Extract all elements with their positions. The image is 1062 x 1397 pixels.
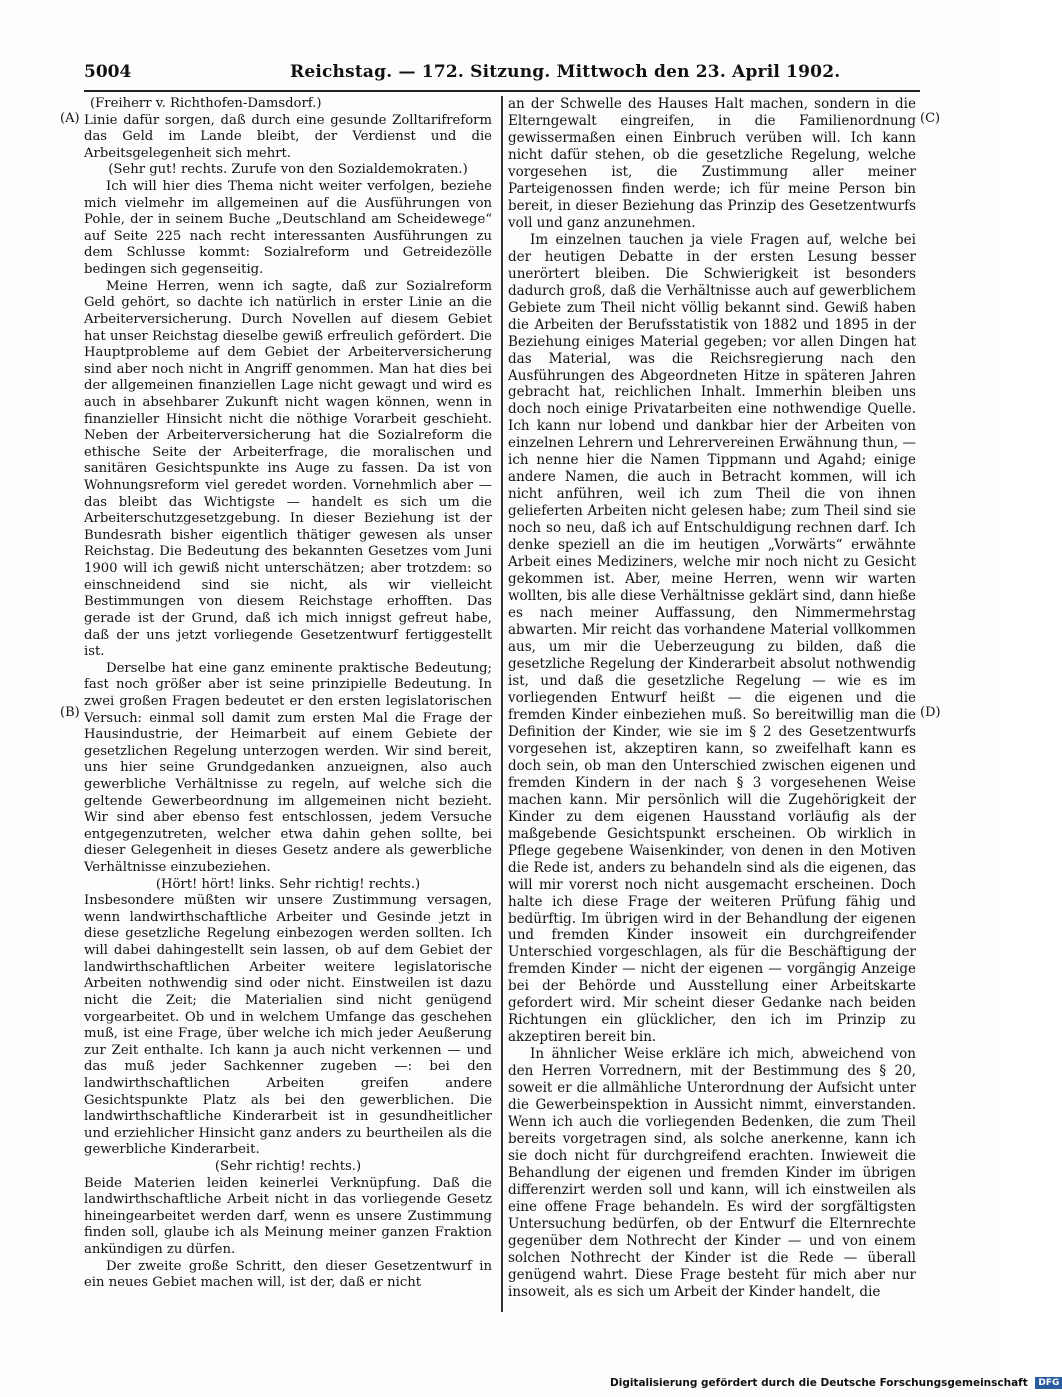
running-title: Reichstag. — 172. Sitzung. Mittwoch den 23. April 1902.: [290, 62, 841, 82]
margin-marker-a: (A): [60, 111, 80, 126]
paragraph: In ähnlicher Weise erkläre ich mich, abweichend von den Herren Vorrednern, mit der Bestimmung des § 20, soweit er die allmähliche Unterordnung der Aufsicht unter die Gewerbeinspektion in Aussicht nimmt, einverstanden. Wenn ich auch die vorliegenden Bedenken, die zum Theil bereits vorgetragen sind, als solche anerkenne, kann ich sie doch nicht für durchgreifend erachten. Inwieweit die Behandlung der eigenen und fremden Kinder im übrigen differenzirt werden soll und kann, will ich einstweilen als eine offene Frage behandeln. Es wird der sorgfältigsten Untersuchung bedürfen, ob der Entwurf die Elternrechte gegenüber dem Nothrecht der Kinder — und von einem solchen Nothrecht der Kinder ist die Rede — überall genügend wahrt. Diese Frage besteht für mich aber nur insoweit, als es sich um Arbeit der Kinder handelt, die: [508, 1046, 916, 1300]
paragraph: Meine Herren, wenn ich sagte, daß zur Sozialreform Geld gehört, so dachte ich natürlich in erster Linie an die Arbeiterversicherung. Durch Novellen auf diesem Gebiet hat unser Reichstag dieselbe gewiß erfreulich gefördert. Die Hauptprobleme auf dem Gebiet der Arbeiterversicherung sind aber noch nicht in Angriff genommen. Man hat dies bei der allgemeinen finanziellen Lage nicht gewagt und wird es auch in absehbarer Zukunft nicht wagen können, wenn in finanzieller Hinsicht nicht die nöthige Vorarbeit geschieht. Neben der Arbeiterversicherung hat die Sozialreform die ethische Seite der Arbeiterfrage, die moralischen und sanitären Gesichtspunkte ins Auge zu fassen. Da ist von Wohnungsreform viel geredet worden. Vornehmlich aber — das bleibt das Wichtigste — handelt es sich um die Arbeiterschutzgesetzgebung. In dieser Beziehung ist der Bundesrath bisher eigentlich thätiger gewesen als unser Reichstag. Die Bedeutung des bekannten Gesetzes vom Juni 1900 will ich gewiß nicht unterschätzen; aber trotzdem: so einschneidend sind sie nicht, als wir vielleicht Bestimmungen von diesem Reichstage erhofften. Das gerade ist der Grund, daß ich mich innigst gefreut habe, daß der uns jetzt vorliegende Gesetzentwurf fertiggestellt ist.: [84, 278, 492, 660]
page-number: 5004: [84, 62, 132, 82]
paragraph: Der zweite große Schritt, den dieser Gesetzentwurf in ein neues Gebiet machen will, ist der, daß er nicht: [84, 1258, 492, 1291]
dfg-logo: DFG: [1035, 1377, 1062, 1389]
paragraph: Im einzelnen tauchen ja viele Fragen auf, welche bei der heutigen Debatte in der ersten Lesung besser unerörtert bleiben. Die Schwierigkeit ist besonders dadurch groß, daß die Verhältnisse auch auf gewerblichem Gebiete zum Theil nicht völlig bekannt sind. Gewiß haben die Arbeiten der Berufsstatistik von 1882 und 1895 in der Beziehung einiges Material gegeben; vor allen Dingen hat das Material, was die Reichsregierung nach den Ausführungen des Abgeordneten Hitze in späteren Jahren gebracht hat, reichlichen Inhalt. Immerhin bleiben uns doch noch einige Privatarbeiten eine nothwendige Quelle. Ich kann nur lobend und dankbar hier der Arbeiten von einzelnen Lehrern und Lehrervereinen Erwähnung thun, — ich nenne hier die Namen Tippmann und Agahd; einige andere Namen, die auch in Betracht kommen, will ich nicht anführen, weil ich zum Theil die von ihnen gelieferten Arbeiten nicht gelesen habe; zum Theil sind sie noch so neu, daß ich auf Entschuldigung rechnen darf. Ich denke speziell an die im heutigen „Vorwärts“ erwähnte Arbeit eines Mediziners, welche mir noch nicht zu Gesicht gekommen ist. Aber, meine Herren, wenn wir warten wollten, bis alle diese Verhältnisse geklärt sind, dann hieße es nach meiner Auffassung, den Nimmermehrstag abwarten. Mir reicht das vorhandene Material vollkommen aus, um mir die Ueberzeugung zu bilden, daß die gesetzliche Regelung der Kinderarbeit absolut nothwendig ist, und daß die gesetzliche Regelung — wie es im vorliegenden Entwurf heißt — die eigenen und die fremden Kinder einbeziehen muß. So bereitwillig man die Definition der Kinder, wie sie im § 2 des Gesetzentwurfs vorgesehen ist, akzeptiren kann, so zweifelhaft kann es doch sein, ob man den Unterschied zwischen eigenen und fremden Kindern in der nach § 3 vorgesehenen Weise machen kann. Mir persönlich will die Zugehörigkeit der Kinder zu dem eigenen Hausstand vorläufig als der maßgebende Gesichtspunkt erscheinen. Ob wirklich in Pflege gegebene Waisenkinder, von denen in den Motiven die Rede ist, anders zu behandeln sind als die eigenen, das will mir vorerst noch nicht ausgemacht erscheinen. Doch halte ich diese Frage der weiteren Prüfung fähig und bedürftig. Im übrigen wird in der Behandlung der eigenen und fremden Kinder insoweit ein durchgreifender Unterschied vorgeschlagen, als für die Beschäftigung der fremden Kinder — nicht der eigenen — vorgängig Anzeige bei der Behörde und Ausstellung einer Arbeitskarte gefordert wird. Mir scheint dieser Gedanke nach beiden Richtungen ein glücklicher, den ich im Prinzip zu akzeptiren bereit bin.: [508, 231, 916, 1046]
credit-text: Digitalisierung gefördert durch die Deutsche Forschungsgemeinschaft: [610, 1377, 1028, 1389]
paragraph: Ich will hier dies Thema nicht weiter verfolgen, beziehe mich vielmehr im allgemeinen auf die Ausführungen von Pohle, der in seinem Buche „Deutschland am Scheidewege“ auf Seite 225 nach recht interessanten Ausführungen zu dem Schlusse kommt: Sozialreform und Getreidezölle bedingen sich gegenseitig.: [84, 179, 492, 278]
header-rule: [84, 90, 920, 92]
interjection: (Sehr gut! rechts. Zurufe von den Sozialdemokraten.): [108, 162, 468, 178]
margin-marker-c: (C): [920, 111, 941, 126]
margin-marker-b: (B): [60, 705, 80, 720]
margin-marker-d: (D): [920, 705, 941, 720]
page-header: [84, 62, 916, 86]
right-column: [508, 96, 916, 1301]
left-column: [84, 96, 492, 1292]
paragraph: Insbesondere müßten wir unsere Zustimmung versagen, wenn landwirthschaftliche Arbeiter und Gesinde jetzt in diese gesetzliche Regelung einbezogen werden sollten. Ich will dabei dahingestellt sein lassen, ob auf dem Gebiet der landwirthschaftlichen Arbeiter weitere legislatorische Arbeiten nothwendig sind oder nicht. Einstweilen ist dazu nicht die Zeit; die Materialien sind nicht genügend vorgearbeitet. Ob und in welchem Umfange das geschehen muß, ist eine Frage, über welche ich mich jeder Aeußerung zur Zeit enthalte. Ich kann ja auch nicht verkennen — und das muß jeder Sachkenner zugeben —: bei den landwirthschaftlichen Arbeiten greifen andere Gesichtspunkte Platz als bei den gewerblichen. Die landwirthschaftliche Kinderarbeit ist in gesundheitlicher und erziehlicher Hinsicht ganz anders zu beurtheilen als die gewerbliche Kinderarbeit.: [84, 893, 492, 1158]
column-divider: [501, 96, 503, 1312]
interjection: (Sehr richtig! rechts.): [214, 1159, 362, 1174]
paragraph: Derselbe hat eine ganz eminente praktische Bedeutung; fast noch größer aber ist seine prinzipielle Bedeutung. In zwei großen Fragen bedeutet er den ersten legislatorischen Versuch: einmal soll damit zum ersten Mal die Frage der Hausindustrie, der Heimarbeit auf einem Gebiete der gesetzlichen Regelung unterzogen werden. Wir sind bereit, uns hier seine Grundgedanken anzueignen, also auch gewerbliche Verhältnisse zu regeln, auf welche sich die geltende Gewerbeordnung im allgemeinen nicht bezieht. Wir sind aber ebenso fest entschlossen, jedem Versuche entgegenzutreten, welcher etwa dahin gehen sollte, bei dieser Gelegenheit in dieses Gesetz andere als gewerbliche Verhältnisse einzubeziehen.: [84, 660, 492, 876]
digitization-credit: [610, 1377, 1060, 1393]
paragraph: Beide Materien leiden keinerlei Verknüpfung. Daß die landwirthschaftliche Arbeit nicht in das vorliegende Gesetz hineingearbeitet werden darf, wenn es unsere Zustimmung finden soll, glaube ich als Meinung meiner ganzen Fraktion ankündigen zu dürfen.: [84, 1175, 492, 1258]
paragraph: Linie dafür sorgen, daß durch eine gesunde Zolltarifreform das Geld im Lande bleibt, der Verdienst und die Arbeitsgelegenheit sich mehrt.: [84, 112, 492, 161]
interjection: (Hört! hört! links. Sehr richtig! rechts.): [155, 876, 421, 892]
speaker-label: (Freiherr v. Richthofen-Damsdorf.): [90, 96, 322, 111]
paragraph: an der Schwelle des Hauses Halt machen, sondern in die Elterngewalt eingreifen, in die Familienordnung gewissermaßen einen Einbruch verüben will. Ich kann nicht dafür stehen, ob die gesetzliche Regelung, welche vorgesehen ist, die Zustimmung aller meiner Parteigenossen finden werde; ich für meine Person bin bereit, in dieser Beziehung das Prinzip des Gesetzentwurfs voll und ganz anzunehmen.: [508, 96, 916, 231]
